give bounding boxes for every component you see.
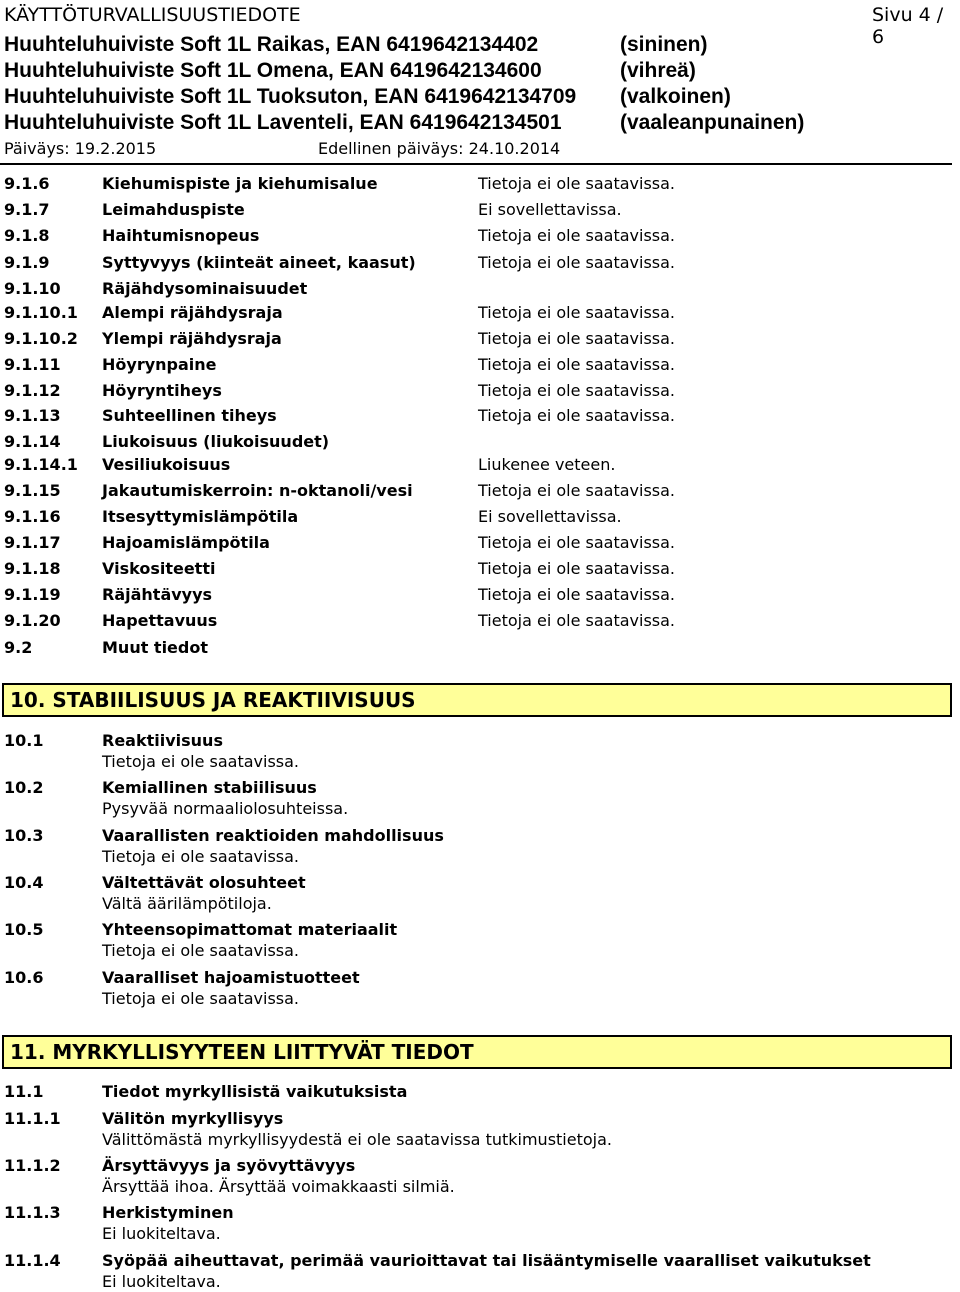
product-line <box>4 85 731 109</box>
date-row <box>4 139 561 158</box>
property-number: 9.1.14.1 <box>4 455 78 474</box>
property-label: Haihtumisnopeus <box>102 226 260 245</box>
property-label: Räjähtävyys <box>102 585 213 604</box>
product-name: Huuhteluhuiviste Soft 1L Omena, EAN 6419642134600 <box>4 59 542 82</box>
item-description: Välittömästä myrkyllisyydestä ei ole saatavissa tutkimustietoja. <box>102 1130 612 1149</box>
property-label: Alempi räjähdysraja <box>102 303 283 322</box>
property-number: 9.1.10 <box>4 279 61 298</box>
section-11-header: 11. MYRKYLLISYYTEEN LIITTYVÄT TIEDOT <box>2 1035 952 1069</box>
property-value: Tietoja ei ole saatavissa. <box>478 226 676 245</box>
property-label: Vesiliukoisuus <box>102 455 231 474</box>
product-name: Huuhteluhuiviste Soft 1L Laventeli, EAN 6419642134501 <box>4 111 562 134</box>
section-10-header: 10. STABIILISUUS JA REAKTIIVISUUS <box>2 683 952 717</box>
property-value: Tietoja ei ole saatavissa. <box>478 481 676 500</box>
property-number: 9.1.10.1 <box>4 303 78 322</box>
item-description: Tietoja ei ole saatavissa. <box>102 752 300 771</box>
item-description: Ei luokiteltava. <box>102 1224 221 1243</box>
property-number: 9.1.10.2 <box>4 329 78 348</box>
item-description: Tietoja ei ole saatavissa. <box>102 941 300 960</box>
property-value: Tietoja ei ole saatavissa. <box>478 253 676 272</box>
item-label: Yhteensopimattomat materiaalit <box>102 920 398 939</box>
item-number: 10.6 <box>4 968 44 987</box>
property-number: 9.2 <box>4 638 33 657</box>
product-variant: (sininen) <box>620 33 708 56</box>
item-label: Tiedot myrkyllisistä vaikutuksista <box>102 1082 408 1101</box>
property-value: Tietoja ei ole saatavissa. <box>478 533 676 552</box>
product-line <box>4 111 805 135</box>
property-number: 9.1.6 <box>4 174 50 193</box>
item-number: 10.2 <box>4 778 44 797</box>
property-number: 9.1.16 <box>4 507 61 526</box>
property-value: Tietoja ei ole saatavissa. <box>478 611 676 630</box>
item-description: Vältä äärilämpötiloja. <box>102 894 272 913</box>
item-label: Ärsyttävyys ja syövyttävyys <box>102 1156 356 1175</box>
item-label: Syöpää aiheuttavat, perimää vaurioittavat tai lisääntymiselle vaaralliset vaikutukset <box>102 1251 871 1270</box>
item-description: Ärsyttää ihoa. Ärsyttää voimakkaasti silmiä. <box>102 1177 455 1196</box>
item-number: 10.5 <box>4 920 44 939</box>
item-description: Ei luokiteltava. <box>102 1272 221 1291</box>
property-value: Tietoja ei ole saatavissa. <box>478 585 676 604</box>
property-label: Hajoamislämpötila <box>102 533 270 552</box>
property-label: Leimahduspiste <box>102 200 245 219</box>
property-number: 9.1.19 <box>4 585 61 604</box>
property-number: 9.1.7 <box>4 200 50 219</box>
product-line <box>4 59 696 83</box>
property-number: 9.1.9 <box>4 253 50 272</box>
item-description: Pysyvää normaaliolosuhteissa. <box>102 799 349 818</box>
property-value: Tietoja ei ole saatavissa. <box>478 303 676 322</box>
item-number: 10.4 <box>4 873 44 892</box>
item-label: Herkistyminen <box>102 1203 234 1222</box>
property-number: 9.1.11 <box>4 355 61 374</box>
item-description: Tietoja ei ole saatavissa. <box>102 847 300 866</box>
property-number: 9.1.18 <box>4 559 61 578</box>
document-title: KÄYTTÖTURVALLISUUSTIEDOTE <box>4 4 301 26</box>
property-value: Tietoja ei ole saatavissa. <box>478 406 676 425</box>
header-divider <box>0 163 952 165</box>
property-label: Viskositeetti <box>102 559 216 578</box>
item-label: Vaaralliset hajoamistuotteet <box>102 968 360 987</box>
previous-date: Edellinen päiväys: 24.10.2014 <box>318 139 561 158</box>
property-value: Liukenee veteen. <box>478 455 616 474</box>
property-number: 9.1.17 <box>4 533 61 552</box>
property-label: Syttyvyys (kiinteät aineet, kaasut) <box>102 253 416 272</box>
property-label: Suhteellinen tiheys <box>102 406 277 425</box>
property-number: 9.1.8 <box>4 226 50 245</box>
property-label: Räjähdysominaisuudet <box>102 279 308 298</box>
item-label: Vaarallisten reaktioiden mahdollisuus <box>102 826 444 845</box>
item-label: Reaktiivisuus <box>102 731 223 750</box>
item-number: 11.1.1 <box>4 1109 61 1128</box>
item-number: 11.1.3 <box>4 1203 61 1222</box>
item-number: 10.3 <box>4 826 44 845</box>
property-label: Hapettavuus <box>102 611 218 630</box>
item-number: 11.1.2 <box>4 1156 61 1175</box>
property-value: Ei sovellettavissa. <box>478 507 622 526</box>
product-name: Huuhteluhuiviste Soft 1L Raikas, EAN 6419642134402 <box>4 33 539 56</box>
product-variant: (valkoinen) <box>620 85 731 108</box>
property-number: 9.1.12 <box>4 381 61 400</box>
property-label: Liukoisuus (liukoisuudet) <box>102 432 330 451</box>
property-value: Tietoja ei ole saatavissa. <box>478 559 676 578</box>
property-number: 9.1.14 <box>4 432 61 451</box>
property-value: Tietoja ei ole saatavissa. <box>478 355 676 374</box>
property-label: Jakautumiskerroin: n-oktanoli/vesi <box>102 481 413 500</box>
property-label: Muut tiedot <box>102 638 208 657</box>
property-number: 9.1.20 <box>4 611 61 630</box>
property-number: 9.1.13 <box>4 406 61 425</box>
property-value: Tietoja ei ole saatavissa. <box>478 329 676 348</box>
property-value: Ei sovellettavissa. <box>478 200 622 219</box>
page-number: Sivu 4 / 6 <box>872 4 944 48</box>
property-value: Tietoja ei ole saatavissa. <box>478 174 676 193</box>
product-line <box>4 33 708 57</box>
product-name: Huuhteluhuiviste Soft 1L Tuoksuton, EAN 6419642134709 <box>4 85 577 108</box>
property-label: Kiehumispiste ja kiehumisalue <box>102 174 378 193</box>
property-number: 9.1.15 <box>4 481 61 500</box>
issue-date: Päiväys: 19.2.2015 <box>4 139 157 158</box>
property-label: Itsesyttymislämpötila <box>102 507 299 526</box>
item-number: 11.1.4 <box>4 1251 61 1270</box>
item-number: 11.1 <box>4 1082 44 1101</box>
item-label: Välitön myrkyllisyys <box>102 1109 284 1128</box>
item-label: Vältettävät olosuhteet <box>102 873 306 892</box>
item-number: 10.1 <box>4 731 44 750</box>
property-label: Höyryntiheys <box>102 381 222 400</box>
item-label: Kemiallinen stabiilisuus <box>102 778 317 797</box>
product-variant: (vihreä) <box>620 59 696 82</box>
property-value: Tietoja ei ole saatavissa. <box>478 381 676 400</box>
item-description: Tietoja ei ole saatavissa. <box>102 989 300 1008</box>
property-label: Ylempi räjähdysraja <box>102 329 282 348</box>
property-label: Höyrynpaine <box>102 355 217 374</box>
product-variant: (vaaleanpunainen) <box>620 111 805 134</box>
